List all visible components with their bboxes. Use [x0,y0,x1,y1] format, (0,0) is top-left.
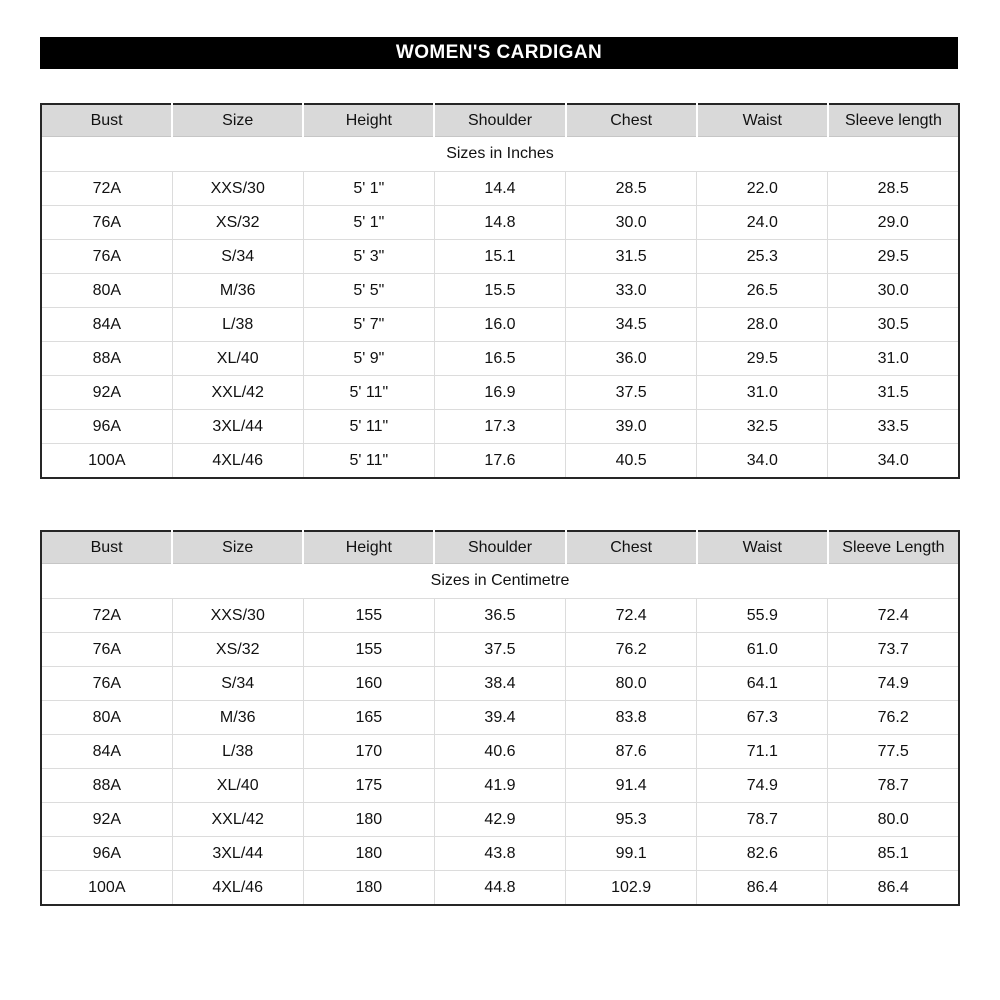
table-row [41,803,959,837]
table-cell: 26.5 [697,274,828,308]
column-header-waist: Waist [697,104,828,137]
table-cell: 84A [41,308,172,342]
table-cell: 5' 1" [303,206,434,240]
table-cell: 31.5 [828,376,959,410]
table-cell: 88A [41,769,172,803]
table-cell: 88A [41,342,172,376]
table-cell: 31.0 [828,342,959,376]
table-cell: 180 [303,871,434,906]
column-header-shoulder: Shoulder [434,531,565,564]
table-row [41,837,959,871]
table-header-row [41,104,959,137]
table-cell: 37.5 [566,376,697,410]
column-header-shoulder: Shoulder [434,104,565,137]
table-cell: 36.0 [566,342,697,376]
table-row [41,735,959,769]
column-header-chest: Chest [566,531,697,564]
table-cell: 3XL/44 [172,410,303,444]
product-title: WOMEN'S CARDIGAN [395,42,603,63]
table-title-row [41,137,959,172]
table-cell: 87.6 [566,735,697,769]
table-cell: 71.1 [697,735,828,769]
table-title-row [41,564,959,599]
table-cell: 78.7 [828,769,959,803]
table-cell: 31.0 [697,376,828,410]
table-cell: 83.8 [566,701,697,735]
table-cell: 96A [41,837,172,871]
column-header-bust: Bust [41,531,172,564]
table-cell: 82.6 [697,837,828,871]
table-cell: 15.1 [434,240,565,274]
table-cell: 36.5 [434,599,565,633]
table-cell: 25.3 [697,240,828,274]
table-row [41,308,959,342]
table-cell: 3XL/44 [172,837,303,871]
table-cell: 72A [41,172,172,206]
table-cell: 5' 1" [303,172,434,206]
table-row [41,376,959,410]
table-cell: 92A [41,376,172,410]
table-cell: 155 [303,599,434,633]
table-cell: 28.0 [697,308,828,342]
table-cell: 180 [303,803,434,837]
table-cell: 85.1 [828,837,959,871]
table-cell: 34.5 [566,308,697,342]
table-cell: 29.0 [828,206,959,240]
table-cell: 29.5 [697,342,828,376]
table-cell: 86.4 [697,871,828,906]
table-cell: XXS/30 [172,599,303,633]
table-cell: 5' 9" [303,342,434,376]
table-cell: 80A [41,274,172,308]
table-cell: 96A [41,410,172,444]
column-header-sleeve-length: Sleeve Length [828,531,959,564]
table-cell: 72.4 [566,599,697,633]
table-row [41,172,959,206]
table-cell: XS/32 [172,633,303,667]
table-title: Sizes in Centimetre [41,564,959,599]
table-row [41,240,959,274]
table-row [41,410,959,444]
table-cell: 180 [303,837,434,871]
column-header-size: Size [172,531,303,564]
table-cell: 72.4 [828,599,959,633]
table-cell: 78.7 [697,803,828,837]
table-cell: 67.3 [697,701,828,735]
table-cell: 5' 11" [303,376,434,410]
table-cell: 32.5 [697,410,828,444]
table-cell: 80A [41,701,172,735]
table-cell: 76A [41,667,172,701]
table-cell: 76A [41,240,172,274]
table-cell: 64.1 [697,667,828,701]
table-cell: XL/40 [172,342,303,376]
table-cell: 91.4 [566,769,697,803]
table-cell: 16.5 [434,342,565,376]
table-cell: 99.1 [566,837,697,871]
table-cell: 86.4 [828,871,959,906]
product-title-banner [40,37,958,69]
table-cell: 170 [303,735,434,769]
table-cell: 76A [41,206,172,240]
table-cell: 92A [41,803,172,837]
table-cell: 5' 7" [303,308,434,342]
table-cell: 30.0 [566,206,697,240]
column-header-sleeve-length: Sleeve length [828,104,959,137]
table-cell: S/34 [172,240,303,274]
table-cell: 14.8 [434,206,565,240]
column-header-height: Height [303,531,434,564]
table-row [41,206,959,240]
table-cell: XL/40 [172,769,303,803]
table-cell: 16.0 [434,308,565,342]
table-cell: 22.0 [697,172,828,206]
table-row [41,633,959,667]
table-cell: 77.5 [828,735,959,769]
table-cell: 100A [41,871,172,906]
sizes-inches-table [40,103,960,479]
table-cell: 24.0 [697,206,828,240]
table-cell: 37.5 [434,633,565,667]
column-header-size: Size [172,104,303,137]
table-cell: 5' 11" [303,444,434,479]
table-cell: 4XL/46 [172,871,303,906]
table-body [41,599,959,906]
table-cell: 5' 11" [303,410,434,444]
table-cell: L/38 [172,735,303,769]
table-row [41,274,959,308]
table-cell: 73.7 [828,633,959,667]
table-cell: 38.4 [434,667,565,701]
table-cell: XS/32 [172,206,303,240]
table-cell: 175 [303,769,434,803]
table-cell: 74.9 [697,769,828,803]
table-cell: 165 [303,701,434,735]
table-cell: 95.3 [566,803,697,837]
table-cell: 76.2 [828,701,959,735]
table-cell: 74.9 [828,667,959,701]
inches-table-section [40,103,960,479]
table-cell: 155 [303,633,434,667]
table-title: Sizes in Inches [41,137,959,172]
table-cell: 39.4 [434,701,565,735]
table-cell: XXL/42 [172,803,303,837]
table-cell: 33.5 [828,410,959,444]
table-cell: 14.4 [434,172,565,206]
table-cell: 61.0 [697,633,828,667]
table-cell: 5' 3" [303,240,434,274]
table-cell: M/36 [172,701,303,735]
table-cell: L/38 [172,308,303,342]
table-cell: 4XL/46 [172,444,303,479]
table-row [41,769,959,803]
centimetre-table-section [40,530,960,906]
table-cell: 102.9 [566,871,697,906]
table-row [41,871,959,906]
table-cell: 30.0 [828,274,959,308]
column-header-chest: Chest [566,104,697,137]
table-cell: 17.6 [434,444,565,479]
table-cell: 100A [41,444,172,479]
table-cell: M/36 [172,274,303,308]
table-cell: 28.5 [566,172,697,206]
column-header-height: Height [303,104,434,137]
table-row [41,342,959,376]
table-cell: 55.9 [697,599,828,633]
sizes-centimetre-table [40,530,960,906]
table-row [41,599,959,633]
column-header-bust: Bust [41,104,172,137]
table-cell: 34.0 [828,444,959,479]
table-header-row [41,531,959,564]
table-cell: XXL/42 [172,376,303,410]
table-cell: 43.8 [434,837,565,871]
table-cell: 40.5 [566,444,697,479]
table-cell: 42.9 [434,803,565,837]
table-cell: 5' 5" [303,274,434,308]
table-cell: 72A [41,599,172,633]
table-cell: 76.2 [566,633,697,667]
table-cell: 34.0 [697,444,828,479]
table-row [41,444,959,479]
table-cell: 80.0 [566,667,697,701]
table-cell: S/34 [172,667,303,701]
table-cell: 41.9 [434,769,565,803]
table-cell: 39.0 [566,410,697,444]
table-cell: 76A [41,633,172,667]
table-cell: 40.6 [434,735,565,769]
table-cell: 16.9 [434,376,565,410]
table-cell: 31.5 [566,240,697,274]
table-row [41,667,959,701]
table-cell: 33.0 [566,274,697,308]
table-cell: 15.5 [434,274,565,308]
table-cell: 30.5 [828,308,959,342]
table-cell: 17.3 [434,410,565,444]
table-cell: 80.0 [828,803,959,837]
table-cell: 160 [303,667,434,701]
table-cell: XXS/30 [172,172,303,206]
table-cell: 28.5 [828,172,959,206]
table-cell: 84A [41,735,172,769]
table-row [41,701,959,735]
table-cell: 44.8 [434,871,565,906]
table-cell: 29.5 [828,240,959,274]
column-header-waist: Waist [697,531,828,564]
table-body [41,172,959,479]
